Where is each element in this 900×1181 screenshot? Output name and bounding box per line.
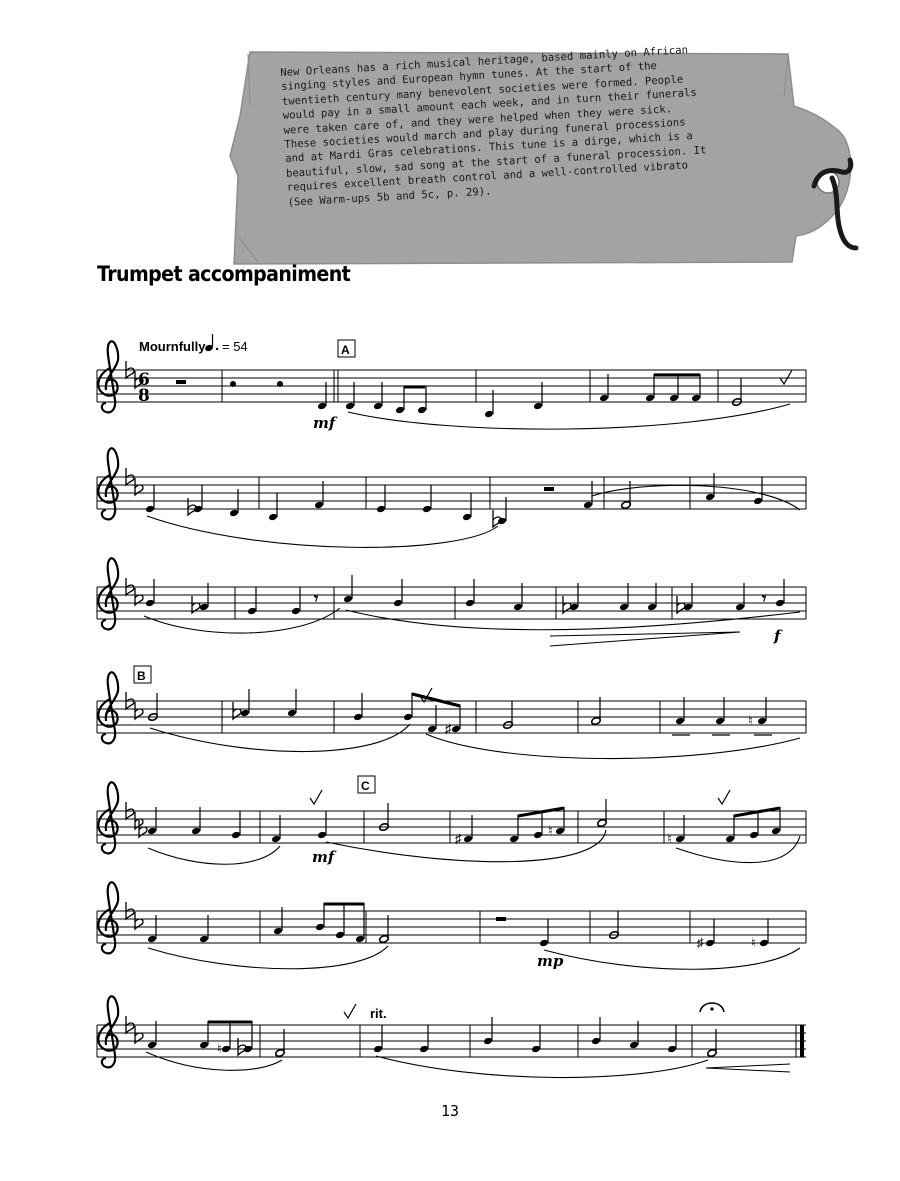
staff-system-2 (97, 448, 806, 547)
svg-text:♯: ♯ (455, 831, 462, 846)
svg-text:♮: ♮ (751, 935, 756, 950)
rehearsal-mark-b: B (137, 669, 146, 683)
note-card (228, 36, 900, 266)
tempo-marking: Mournfully (139, 339, 206, 354)
staff-system-5 (97, 776, 806, 866)
note-card-text: New Orleans has a rich musical heritage, based mainly on African singing styles and European hymn tunes. At the start of the twentieth century many benevolent societies were formed. People would pay in a small amount each week, and in turn their funerals were taken care of, and they were helped when they were sick. These societies would march and play during funeral processions and at Mardi Gras celebrations. This tune is a dirge, which is a beautiful, slow, sad song at the start of a funeral procession. It requires excellent breath control and a well-controlled vibrato (See Warm-ups 5b and 5c, p. 29). (280, 44, 707, 209)
page-title: Trumpet accompaniment (97, 262, 351, 287)
time-signature-top: 6 (138, 370, 150, 390)
dynamic-f: f (774, 627, 781, 645)
tempo-value: = 54 (222, 339, 248, 354)
svg-text:♮: ♮ (548, 823, 553, 838)
staff-system-1 (97, 334, 806, 432)
music-score (0, 320, 900, 1090)
svg-text:♮: ♮ (217, 1041, 222, 1056)
dynamic-mf-1: mf (313, 414, 336, 432)
staff-system-6 (97, 882, 806, 970)
dynamic-mf-2: mf (312, 848, 335, 866)
svg-text:♮: ♮ (667, 831, 672, 846)
svg-text:𝄾: 𝄾 (314, 591, 319, 608)
svg-text:♯: ♯ (697, 935, 704, 950)
time-signature-bottom: 8 (138, 386, 150, 406)
svg-text:♮: ♮ (748, 713, 753, 728)
rehearsal-mark-c: C (361, 779, 370, 793)
rehearsal-mark-a: A (341, 343, 350, 357)
svg-text:𝄾: 𝄾 (762, 591, 767, 608)
staff-system-7 (97, 996, 806, 1077)
dynamic-mp: mp (537, 952, 564, 970)
staff-system-4 (97, 666, 806, 759)
staff-system-3 (97, 558, 806, 646)
ritardando-marking: rit. (370, 1006, 387, 1021)
svg-text:♯: ♯ (445, 721, 452, 736)
page-number: 13 (440, 1102, 460, 1120)
